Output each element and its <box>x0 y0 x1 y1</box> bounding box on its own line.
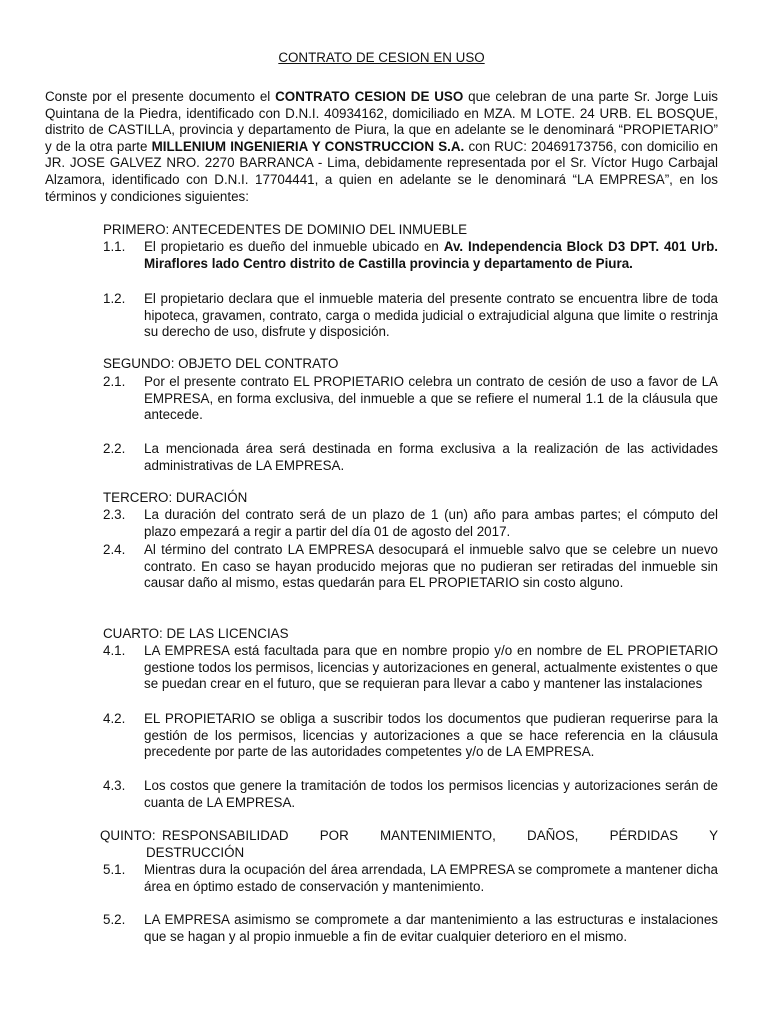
clause-number: 2.3. <box>103 507 126 522</box>
clause-5-1 <box>103 862 718 895</box>
clause-number: 4.3. <box>103 778 126 793</box>
clause-text: Los costos que genere la tramitación de todos los permisos licencias y autorizaciones serán de cuanta de LA EMPRESA. <box>144 778 718 810</box>
intro-text-1: Conste por el presente documento el <box>45 89 276 104</box>
section-heading-line-1: RESPONSABILIDAD POR MANTENIMIENTO, DAÑOS, PÉRDIDAS Y <box>162 828 718 843</box>
section-heading-cuarto: CUARTO: DE LAS LICENCIAS <box>103 626 289 641</box>
clause-text: La mencionada área será destinada en forma exclusiva a la realización de las actividades administrativas de LA EMPRESA. <box>144 441 718 473</box>
document-title: CONTRATO DE CESION EN USO <box>278 50 485 65</box>
clause-1-1 <box>103 239 718 272</box>
clause-text <box>144 239 718 272</box>
intro-text-3: con RUC: 20469173756, con domicilio en JR. JOSE GALVEZ NRO. 2270 BARRANCA - Lima, debidamente representada por el Sr. Víctor Hugo Carbajal Alzamora, identificado con D.N.I. 17704441, a quien en adelante se le denominará “LA EMPRESA”, en los términos y condiciones siguientes: <box>45 138 718 204</box>
clause-text: Al término del contrato LA EMPRESA desocupará el inmueble salvo que se celebre un nuevo contrato. En caso se hayan producido mejoras que no pudieran ser retiradas del inmueble sin causar daño al mismo, estas quedarán para EL PROPIETARIO sin costo alguno. <box>144 542 718 591</box>
clause-number: 2.1. <box>103 374 126 389</box>
clause-text-plain: El propietario es dueño del inmueble ubicado en <box>144 239 444 254</box>
intro-bold-2: MILLENIUM INGENIERIA Y CONSTRUCCION S.A. <box>151 138 465 154</box>
clause-text-bold: Av. Independencia Block D3 DPT. 401 Urb. Miraflores lado Centro distrito de Castilla provincia y departamento de Piura. <box>144 239 718 271</box>
clause-text: La duración del contrato será de un plazo de 1 (un) año para ambas partes; el cómputo del plazo empezará a regir a partir del día 01 de agosto del 2017. <box>144 507 718 539</box>
clause-4-1 <box>103 643 718 693</box>
section-heading-primero: PRIMERO: ANTECEDENTES DE DOMINIO DEL INMUEBLE <box>103 222 468 237</box>
clause-number: 1.1. <box>103 239 126 254</box>
clause-number: 2.2. <box>103 441 126 456</box>
document-page <box>45 0 718 1024</box>
clause-number: 2.4. <box>103 542 126 557</box>
section-label: QUINTO: <box>100 828 156 843</box>
intro-text-2: que celebran de una parte Sr. Jorge Luis Quintana de la Piedra, identificado con D.N.I. 40934162, domiciliado en MZA. M LOTE. 24 URB. EL BOSQUE, distrito de CASTILLA, provincia y departamento de Piura, la que en adelante se le denominará “PROPIETARIO” y de la otra parte <box>45 89 718 154</box>
section-heading-quinto <box>100 828 718 861</box>
clause-2-2 <box>103 441 718 474</box>
clause-1-2 <box>103 291 718 341</box>
clause-text: Mientras dura la ocupación del área arrendada, LA EMPRESA se compromete a mantener dicha área en óptimo estado de conservación y mantenimiento. <box>144 862 718 894</box>
intro-paragraph <box>45 89 718 205</box>
clause-2-3 <box>103 507 718 540</box>
clause-number: 1.2. <box>103 291 126 306</box>
section-heading-tercero: TERCERO: DURACIÓN <box>103 490 248 505</box>
clause-number: 4.2. <box>103 711 126 726</box>
clause-number: 5.2. <box>103 912 126 927</box>
clause-4-2 <box>103 711 718 761</box>
clause-number: 4.1. <box>103 643 126 658</box>
intro-bold-1: CONTRATO CESION DE USO <box>275 89 464 104</box>
clause-number: 5.1. <box>103 862 126 877</box>
clause-4-3 <box>103 778 718 811</box>
section-heading-segundo: SEGUNDO: OBJETO DEL CONTRATO <box>103 356 339 371</box>
clause-text: El propietario declara que el inmueble materia del presente contrato se encuentra libre de toda hipoteca, gravamen, contrato, carga o medida judicial o extrajudicial alguna que limite o restrinja su derecho de uso, disfrute y disposición. <box>144 291 718 340</box>
clause-text: EL PROPIETARIO se obliga a suscribir todos los documentos que pudieran requerirse para la gestión de los permisos, licencias y autorizaciones a que se hace referencia en la cláusula precedente por parte de las autoridades competentes y/o de LA EMPRESA. <box>144 711 718 760</box>
clause-text: Por el presente contrato EL PROPIETARIO celebra un contrato de cesión de uso a favor de LA EMPRESA, en forma exclusiva, del inmueble a que se refiere el numeral 1.1 de la cláusula que antecede. <box>144 374 718 423</box>
clause-text: LA EMPRESA está facultada para que en nombre propio y/o en nombre de EL PROPIETARIO gestione todos los permisos, licencias y autorizaciones en general, actualmente existentes o que se puedan crear en el futuro, que se requieran para llevar a cabo y mantener las instalaciones <box>144 643 718 692</box>
clause-2-4 <box>103 542 718 592</box>
clause-2-1 <box>103 374 718 424</box>
section-heading-line-2: DESTRUCCIÓN <box>146 844 245 860</box>
clause-text: LA EMPRESA asimismo se compromete a dar mantenimiento a las estructuras e instalaciones que se hagan y al propio inmueble a fin de evitar cualquier deterioro en el mismo. <box>144 912 718 944</box>
clause-5-2 <box>103 912 718 945</box>
